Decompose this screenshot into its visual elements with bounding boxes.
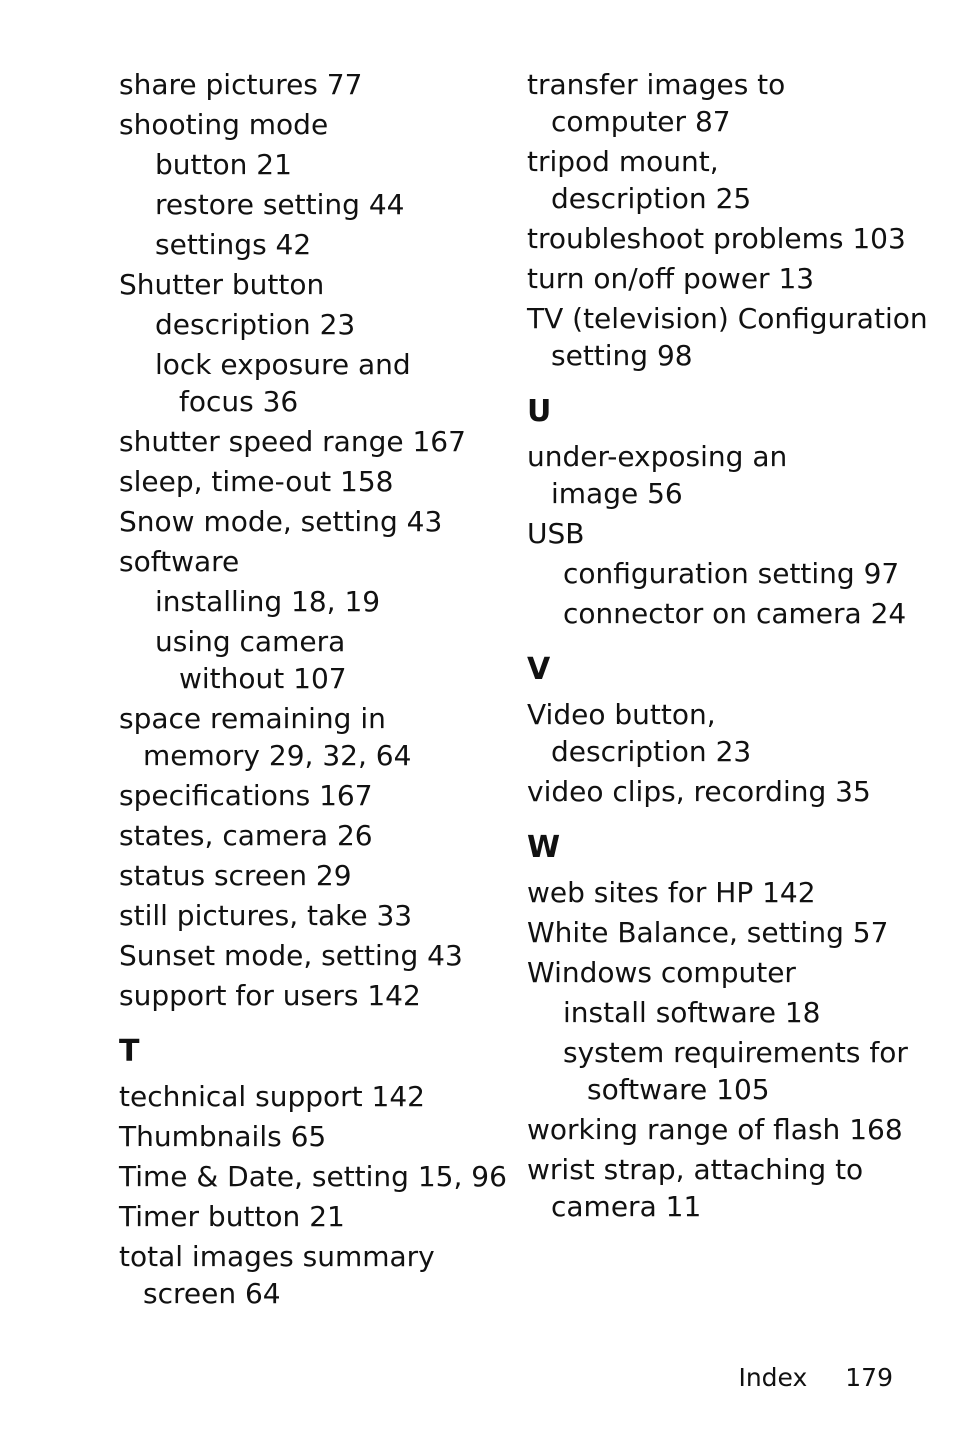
index-entry <box>527 260 927 297</box>
entry-text: video clips, recording 35 <box>527 775 871 808</box>
index-entry <box>119 463 504 500</box>
entry-text: web sites for HP 142 <box>527 876 816 909</box>
entry-text: shutter speed range 167 <box>119 425 466 458</box>
index-entry <box>527 1111 927 1148</box>
entry-text: turn on/off power 13 <box>527 262 815 295</box>
entry-text: Timer button 21 <box>119 1200 345 1233</box>
index-entry <box>119 1078 504 1115</box>
entry-text: connector on camera 24 <box>563 597 907 630</box>
index-subentry <box>527 555 927 592</box>
index-entry <box>527 515 927 552</box>
entry-text: states, camera 26 <box>119 819 373 852</box>
entry-text: still pictures, take 33 <box>119 899 413 932</box>
entry-continuation: software 105 <box>587 1073 770 1106</box>
index-subentry <box>527 994 927 1031</box>
entry-text: working range of flash 168 <box>527 1113 903 1146</box>
entry-continuation: description 25 <box>551 182 752 215</box>
page-footer <box>738 1362 893 1394</box>
entry-text: Thumbnails 65 <box>119 1120 327 1153</box>
index-letter-heading: U <box>527 394 552 429</box>
index-entry <box>527 66 927 140</box>
entry-text: White Balance, setting 57 <box>527 916 889 949</box>
entry-text: description 23 <box>155 308 356 341</box>
entry-text: Video button, <box>527 698 716 731</box>
index-entry <box>119 503 504 540</box>
index-right-column <box>527 66 927 1228</box>
entry-text: space remaining in <box>119 702 386 735</box>
entry-continuation: camera 11 <box>551 1190 702 1223</box>
entry-text: sleep, time-out 158 <box>119 465 394 498</box>
entry-text: install software 18 <box>563 996 821 1029</box>
index-letter-heading: T <box>119 1034 140 1069</box>
index-entry <box>527 874 927 911</box>
page-number: 179 <box>845 1363 893 1392</box>
entry-text: transfer images to <box>527 68 786 101</box>
index-entry <box>119 700 504 774</box>
entry-continuation: memory 29, 32, 64 <box>143 739 412 772</box>
entry-text: specifications 167 <box>119 779 373 812</box>
entry-text: wrist strap, attaching to <box>527 1153 864 1186</box>
index-subentry <box>119 226 504 263</box>
entry-text: Sunset mode, setting 43 <box>119 939 463 972</box>
index-subentry <box>119 306 504 343</box>
index-entry <box>119 857 504 894</box>
entry-text: status screen 29 <box>119 859 352 892</box>
index-entry <box>119 937 504 974</box>
entry-text: Windows computer <box>527 956 796 989</box>
index-entry <box>119 423 504 460</box>
index-entry <box>119 817 504 854</box>
index-letter-heading: W <box>527 830 561 865</box>
index-entry <box>119 1158 507 1195</box>
index-entry <box>119 777 504 814</box>
index-entry <box>527 773 927 810</box>
index-entry <box>119 543 504 580</box>
entry-text: settings 42 <box>155 228 312 261</box>
entry-text: tripod mount, <box>527 145 719 178</box>
index-subentry <box>119 146 504 183</box>
entry-continuation: description 23 <box>551 735 752 768</box>
entry-text: technical support 142 <box>119 1080 425 1113</box>
index-entry <box>119 1238 504 1312</box>
index-entry <box>527 696 927 770</box>
index-entry <box>527 143 927 217</box>
index-entry <box>527 438 927 512</box>
index-entry <box>119 1118 504 1155</box>
index-entry <box>119 106 504 143</box>
entry-text: software <box>119 545 240 578</box>
index-entry <box>527 300 927 374</box>
entry-text: share pictures 77 <box>119 68 363 101</box>
entry-continuation: image 56 <box>551 477 683 510</box>
index-entry <box>119 266 504 303</box>
entry-continuation: computer 87 <box>551 105 731 138</box>
index-entry <box>527 914 927 951</box>
entry-continuation: without 107 <box>179 662 347 695</box>
entry-text: restore setting 44 <box>155 188 405 221</box>
index-letter-heading: V <box>527 652 551 687</box>
entry-text: TV (television) Configuration <box>527 302 928 335</box>
entry-text: button 21 <box>155 148 292 181</box>
index-subentry <box>527 1034 927 1108</box>
entry-text: Snow mode, setting 43 <box>119 505 443 538</box>
index-subentry <box>119 583 504 620</box>
entry-continuation: focus 36 <box>179 385 299 418</box>
entry-text: under-exposing an <box>527 440 788 473</box>
entry-text: using camera <box>155 625 346 658</box>
index-entry <box>119 66 504 103</box>
entry-text: shooting mode <box>119 108 329 141</box>
entry-text: troubleshoot problems 103 <box>527 222 906 255</box>
entry-text: system requirements for <box>563 1036 908 1069</box>
index-entry <box>119 897 504 934</box>
index-entry <box>527 220 927 257</box>
entry-text: support for users 142 <box>119 979 421 1012</box>
entry-text: installing 18, 19 <box>155 585 381 618</box>
entry-text: Shutter button <box>119 268 325 301</box>
index-entry <box>119 977 504 1014</box>
entry-text: USB <box>527 517 585 550</box>
index-subentry <box>119 623 504 697</box>
index-subentry <box>119 346 504 420</box>
entry-text: lock exposure and <box>155 348 411 381</box>
index-subentry <box>527 595 927 632</box>
entry-text: total images summary <box>119 1240 435 1273</box>
entry-continuation: screen 64 <box>143 1277 281 1310</box>
entry-continuation: setting 98 <box>551 339 693 372</box>
index-entry <box>119 1198 504 1235</box>
entry-text: Time & Date, setting 15, 96 <box>119 1160 507 1193</box>
entry-text: configuration setting 97 <box>563 557 900 590</box>
index-left-column <box>119 66 507 1315</box>
index-subentry <box>119 186 504 223</box>
index-entry <box>527 954 927 991</box>
footer-section-label: Index <box>738 1363 808 1392</box>
index-entry <box>527 1151 927 1225</box>
